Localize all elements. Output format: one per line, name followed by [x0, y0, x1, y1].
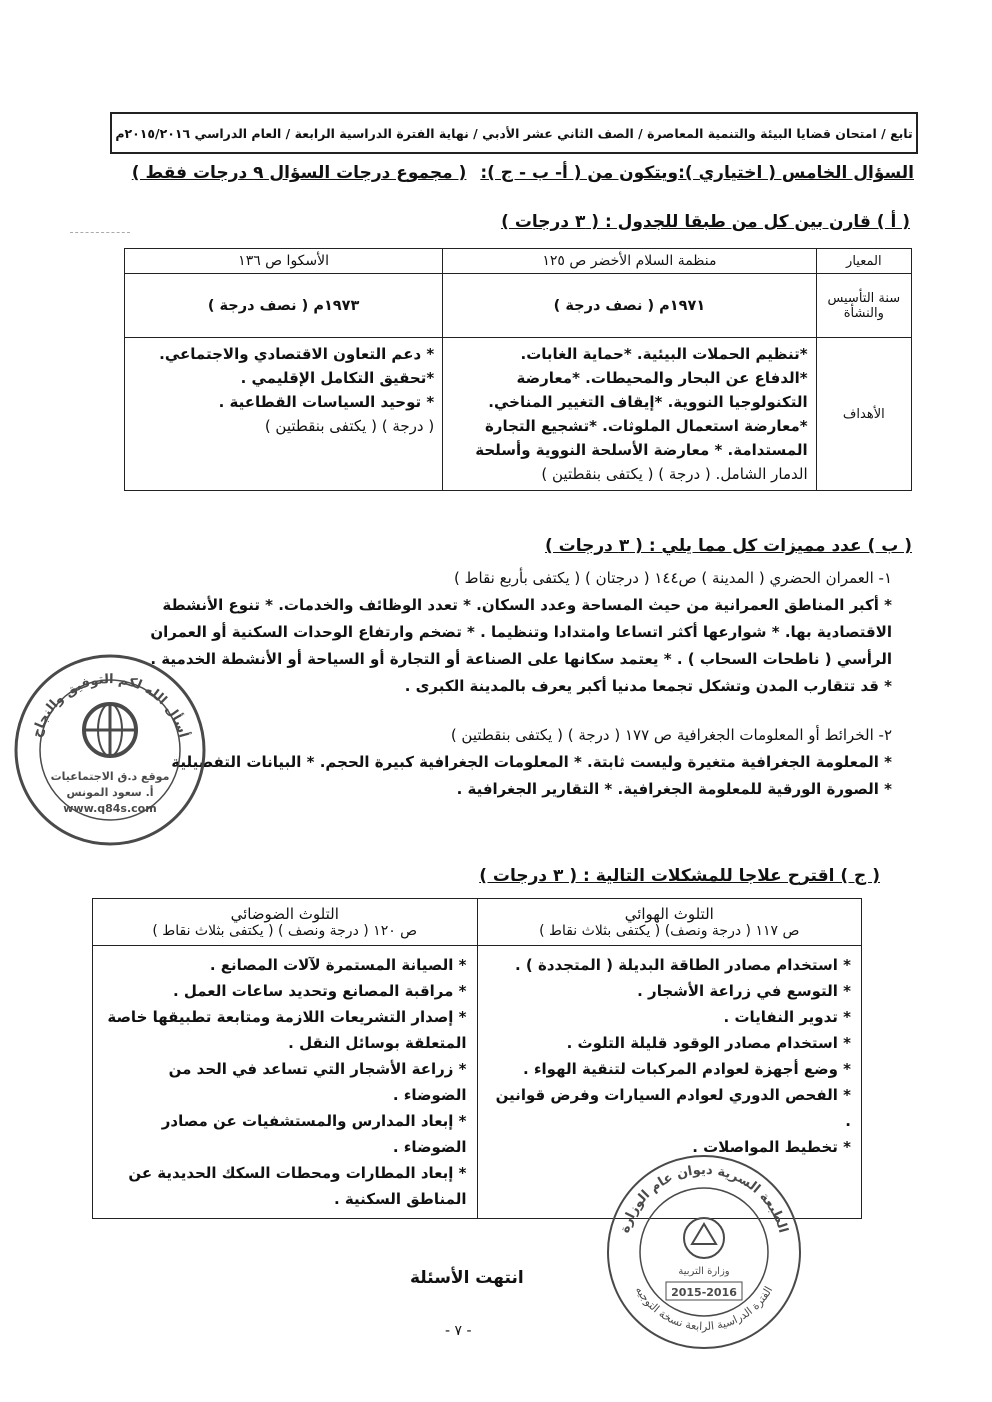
solution-item: * استخدام مصادر الطاقة البديلة ( المتجددة ) . — [514, 956, 851, 974]
row1-col2: ١٩٧٣م ( نصف درجة ) — [125, 274, 443, 338]
stamp-year: 2015-2016 — [671, 1286, 737, 1299]
part-b-title: ( ب ) عدد مميزات كل مما يلي : ( ٣ درجات ) — [544, 536, 912, 556]
exam-header — [110, 112, 918, 154]
table-row — [125, 249, 912, 274]
table-row — [125, 274, 912, 338]
col2-header: الأسكوا ص ١٣٦ — [125, 249, 443, 274]
air-sub: ص ١١٧ ( درجة ونصف) ( يكتفى بثلاث نقاط ) — [539, 923, 800, 939]
comparison-table — [124, 248, 912, 491]
air-header — [477, 899, 862, 946]
noise-title: التلوث الضوضائي — [230, 905, 339, 923]
stamp-line2: أ. سعود المونس — [66, 786, 154, 799]
stamp-ministry: وزارة التربية — [678, 1266, 730, 1277]
exam-header-text: تابع / امتحان قضايا البيئة والتنمية المعاصرة / الصف الثاني عشر الأدبي / نهاية الفترة الدراسية الرابعة / العام الدراسي ٢٠١٥/٢٠١٦م — [115, 125, 913, 141]
item1-line: * أكبر المناطق العمرانية من حيث المساحة وعدد السكان. * تعدد الوظائف والخدمات. * تنوع الأنشطة — [162, 596, 892, 614]
item1-line: * قد تتقارب المدن وتشكل تجمعا مدنيا أكبر يعرف بالمدينة الكبرى . — [404, 677, 892, 695]
goal-line: ( درجة ) ( يكتفى بنقطتين ) — [264, 417, 435, 435]
row2-col1 — [443, 338, 816, 491]
table-row — [125, 338, 912, 491]
solution-item: * الفحص الدوري لعوادم السيارات وفرض قوانين . — [495, 1086, 851, 1130]
solution-item: * التوسع في زراعة الأشجار . — [637, 982, 851, 1000]
globe-icon — [84, 704, 136, 756]
goal-line: *تحقيق التكامل الإقليمي . — [240, 369, 435, 387]
goal-line: *تنظيم الحملات البيئية. *حماية الغابات. — [520, 345, 808, 363]
goal-line: * دعم التعاون الاقتصادي والاجتماعي. — [159, 345, 435, 363]
noise-sub: ص ١٢٠ ( درجة ونصف ) ( يكتفى بثلاث نقاط ) — [152, 923, 418, 939]
goal-line: التكنولوجيا النووية. *إيقاف التغيير المناخي. — [488, 393, 808, 411]
row1-col1: ١٩٧١م ( نصف درجة ) — [443, 274, 816, 338]
noise-solutions — [93, 946, 478, 1219]
item1-head: ١- العمران الحضري ( المدينة ) ص١٤٤ ( درجتان ) ( يكتفى بأربع نقاط ) — [454, 569, 892, 587]
emblem-icon — [684, 1218, 724, 1258]
solution-item: * استخدام مصادر الوقود قليلة التلوث . — [566, 1034, 851, 1052]
row2-col2 — [125, 338, 443, 491]
stamp-inner-text: الفترة الدراسية الرابعة نسخة التوجيه — [632, 1284, 776, 1334]
solution-item: * مراقبة المصانع وتحديد ساعات العمل . — [172, 982, 467, 1000]
table-row — [93, 899, 862, 946]
solution-item: * زراعة الأشجار التي تساعد في الحد من الضوضاء . — [168, 1060, 467, 1104]
solution-item: * إبعاد المطارات ومحطات السكك الحديدية عن المناطق السكنية . — [128, 1164, 467, 1208]
part-b-body — [112, 565, 892, 803]
part-a-title: ( أ ) قارن بين كل من طبقا للجدول : ( ٣ درجات ) — [501, 212, 910, 232]
solution-item: * إصدار التشريعات اللازمة ومتابعة تطبيقها خاصة المتعلقة بوسائل النقل . — [107, 1008, 467, 1052]
solution-item: * إبعاد المدارس والمستشفيات عن مصادر الضوضاء . — [161, 1112, 467, 1156]
scan-mark — [70, 232, 130, 237]
goal-line: *الدفاع عن البحار والمحيطات. *معارضة — [516, 369, 808, 387]
criterion-header: المعيار — [816, 249, 911, 274]
stamp-outer-text: أسأل الله لكم التوفيق والنجاح — [29, 672, 191, 740]
stamp-url: www.q84s.com — [63, 802, 157, 815]
noise-header — [93, 899, 478, 946]
website-stamp — [12, 652, 208, 848]
solution-item: * تخطيط المواصلات . — [692, 1138, 851, 1156]
goal-line: *معارضة استعمال الملوثات. *تشجيع التجارة — [484, 417, 808, 435]
item1-line: الاقتصادية بها. * شوارعها أكثر اتساعا وامتدادا وتنظيما . * تضخم وارتفاع الوحدات السكنية أو العمران — [150, 623, 892, 641]
ministry-stamp — [604, 1152, 804, 1352]
page-number: - ٧ - — [445, 1323, 472, 1339]
goal-line: المستدامة. * معارضة الأسلحة النووية وأسلحة — [475, 441, 808, 459]
stamp-outer-text: الطبعة السرية ديوان عام الوزارة — [617, 1162, 791, 1235]
question-title — [114, 163, 914, 183]
goal-line: * توحيد السياسات القطاعية . — [218, 393, 435, 411]
end-of-questions: انتهت الأسئلة — [410, 1268, 524, 1288]
col1-header: منظمة السلام الأخضر ص ١٢٥ — [443, 249, 816, 274]
goal-line: الدمار الشامل. ( درجة ) ( يكتفى بنقطتين ) — [541, 465, 808, 483]
air-title: التلوث الهوائي — [624, 905, 714, 923]
question-title-text: السؤال الخامس ( اختياري ):ويتكون من ( أ- ب - ج ): — [480, 163, 914, 183]
stamp-line1: موقع د.ق الاجتماعيات — [50, 770, 170, 783]
question-total: ( مجموع درجات السؤال ٩ درجات فقط ) — [131, 163, 467, 183]
item2-line: * المعلومة الجغرافية متغيرة وليست ثابتة. * المعلومات الجغرافية كبيرة الحجم. * البيانات التفصيلية — [171, 753, 892, 771]
row1-label: سنة التأسيس والنشأة — [816, 274, 911, 338]
solution-item: * تدوير النفايات . — [723, 1008, 851, 1026]
solution-item: * الصيانة المستمرة لآلات المصانع . — [209, 956, 467, 974]
item2-line: * الصورة الورقية للمعلومة الجغرافية. * التقارير الجغرافية . — [456, 780, 892, 798]
item2-head: ٢- الخرائط أو المعلومات الجغرافية ص ١٧٧ ( درجة ) ( يكتفى بنقطتين ) — [450, 726, 892, 744]
row2-label: الأهداف — [816, 338, 911, 491]
item1-line: الرأسي ( ناطحات السحاب ) . * يعتمد سكانها على الصناعة أو التجارة أو السياحة أو الأنشطة الخدمية . — [150, 650, 892, 668]
solution-item: * وضع أجهزة لعوادم المركبات لتنقية الهواء . — [522, 1060, 851, 1078]
part-c-title: ( ج ) اقترح علاجا للمشكلات التالية : ( ٣ درجات ) — [479, 866, 880, 886]
